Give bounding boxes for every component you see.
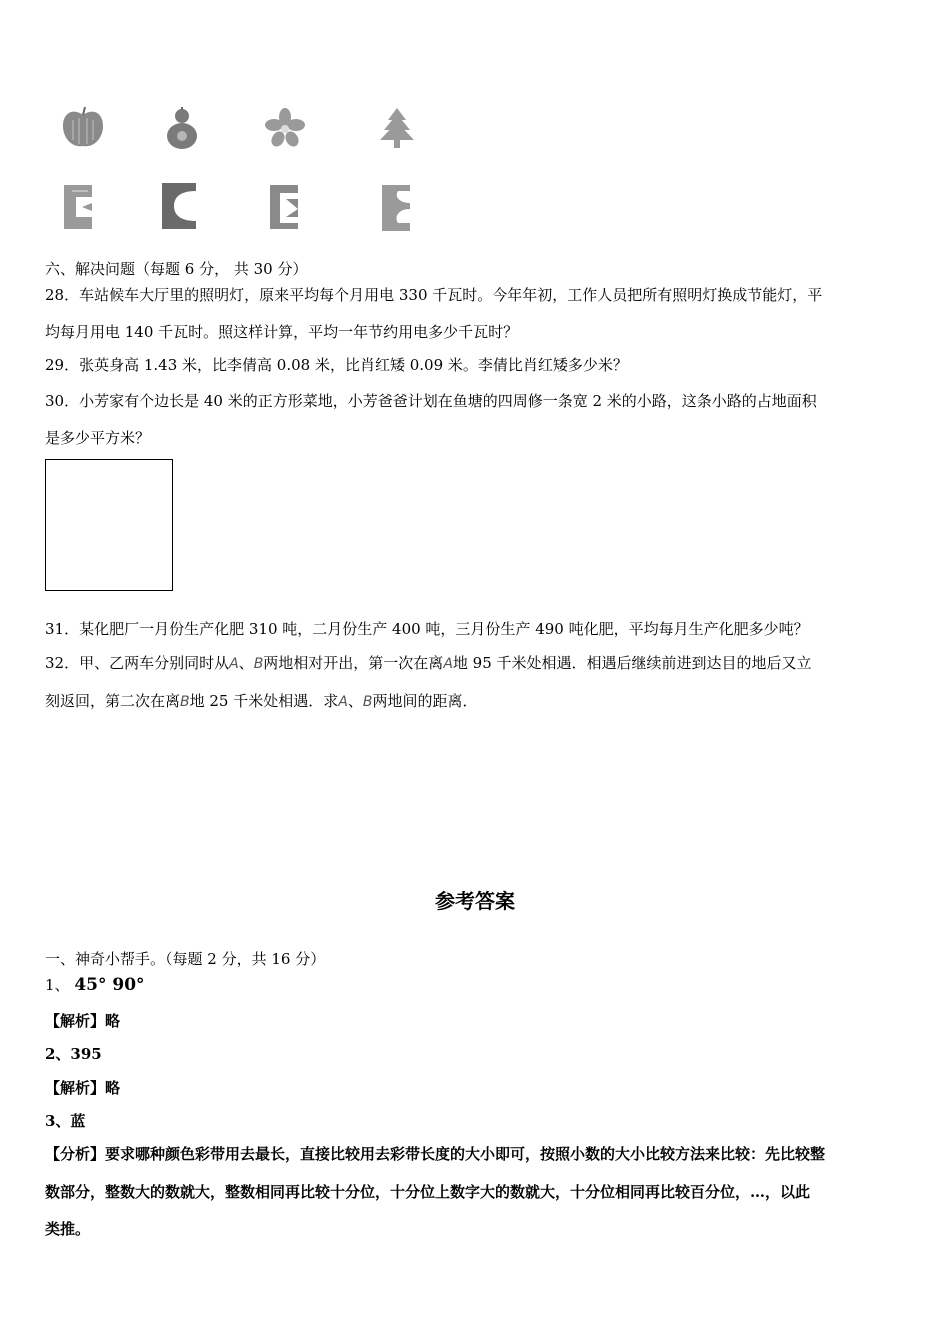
question-31: 31．某化肥厂一月份生产化肥 310 吨，二月份生产 400 吨，三月份生产 490 吨化肥，平均每月生产化肥多少吨？ (45, 620, 809, 638)
q32-text: 、 (238, 654, 254, 672)
q32-text: 地 25 千米处相遇．求 (189, 692, 339, 710)
tree-icon (378, 106, 416, 150)
q32-text: 、 (347, 692, 363, 710)
gourd-icon (163, 106, 201, 150)
answers-title: 参考答案 (435, 889, 515, 913)
answer-2: 2、395 (45, 1045, 102, 1063)
question-32-line2 (45, 691, 477, 712)
answer-1-number: 1、 (45, 976, 70, 994)
point-b: B (180, 694, 190, 710)
point-a: A (229, 656, 239, 672)
question-28-line1: 28．车站候车大厅里的照明灯，原来平均每个月用电 330 千瓦时。今年年初，工作人员把所有照明灯换成节能灯，平 (45, 286, 823, 304)
question-29: 29．张英身高 1.43 米，比李倩高 0.08 米，比肖红矮 0.09 米。李倩比肖红矮多少米？ (45, 356, 628, 374)
point-b: B (362, 694, 373, 710)
answer-1 (45, 975, 145, 995)
flower-icon (265, 108, 305, 148)
point-a: A (443, 656, 453, 672)
letter-c-icon (160, 181, 200, 231)
section-heading: 六、解决问题（每题 6 分， 共 30 分） (45, 260, 308, 278)
q32-text: 两地相对开出，第一次在离 (263, 654, 444, 672)
answer-1-analysis: 【解析】略 (45, 1012, 121, 1030)
point-a: A (338, 694, 348, 710)
letter-e-icon (268, 183, 302, 231)
square-diagram (45, 459, 173, 591)
answer-3-analysis-line2: 数部分，整数大的数就大，整数相同再比较十分位，十分位上数字大的数就大，十分位相同再比较百分位，…，以此 (45, 1183, 811, 1201)
question-30-line1: 30．小芳家有个边长是 40 米的正方形菜地，小芳爸爸计划在鱼塘的四周修一条宽 2 米的小路，这条小路的占地面积 (45, 392, 817, 410)
q32-text: 刻返回，第二次在离 (45, 692, 181, 710)
point-b: B (253, 656, 264, 672)
answer-3-analysis-line3: 类推。 (45, 1220, 91, 1238)
answer-3-analysis-line1: 【分析】要求哪种颜色彩带用去最长，直接比较用去彩带长度的大小即可，按照小数的大小比较方法来比较：先比较整 (45, 1145, 826, 1163)
letter-e-curve-icon (380, 183, 414, 233)
answer-2-analysis: 【解析】略 (45, 1079, 121, 1097)
answer-3: 3、蓝 (45, 1112, 86, 1130)
q32-text: 地 95 千米处相遇．相遇后继续前进到达目的地后又立 (452, 654, 812, 672)
q32-text: 32．甲、乙两车分别同时从 (45, 654, 230, 672)
letter-e-icon (62, 183, 98, 231)
answers-section1-heading: 一、神奇小帮手。（每题 2 分，共 16 分） (45, 950, 326, 968)
answer-1-value: 45° 90° (74, 975, 145, 995)
q32-text: 两地间的距离． (372, 692, 478, 710)
apple-icon (60, 106, 106, 150)
question-28-line2: 均每月用电 140 千瓦时。照这样计算，平均一年节约用电多少千瓦时？ (45, 323, 519, 341)
question-32-line1 (45, 653, 812, 674)
question-30-line2: 是多少平方米？ (45, 429, 151, 447)
